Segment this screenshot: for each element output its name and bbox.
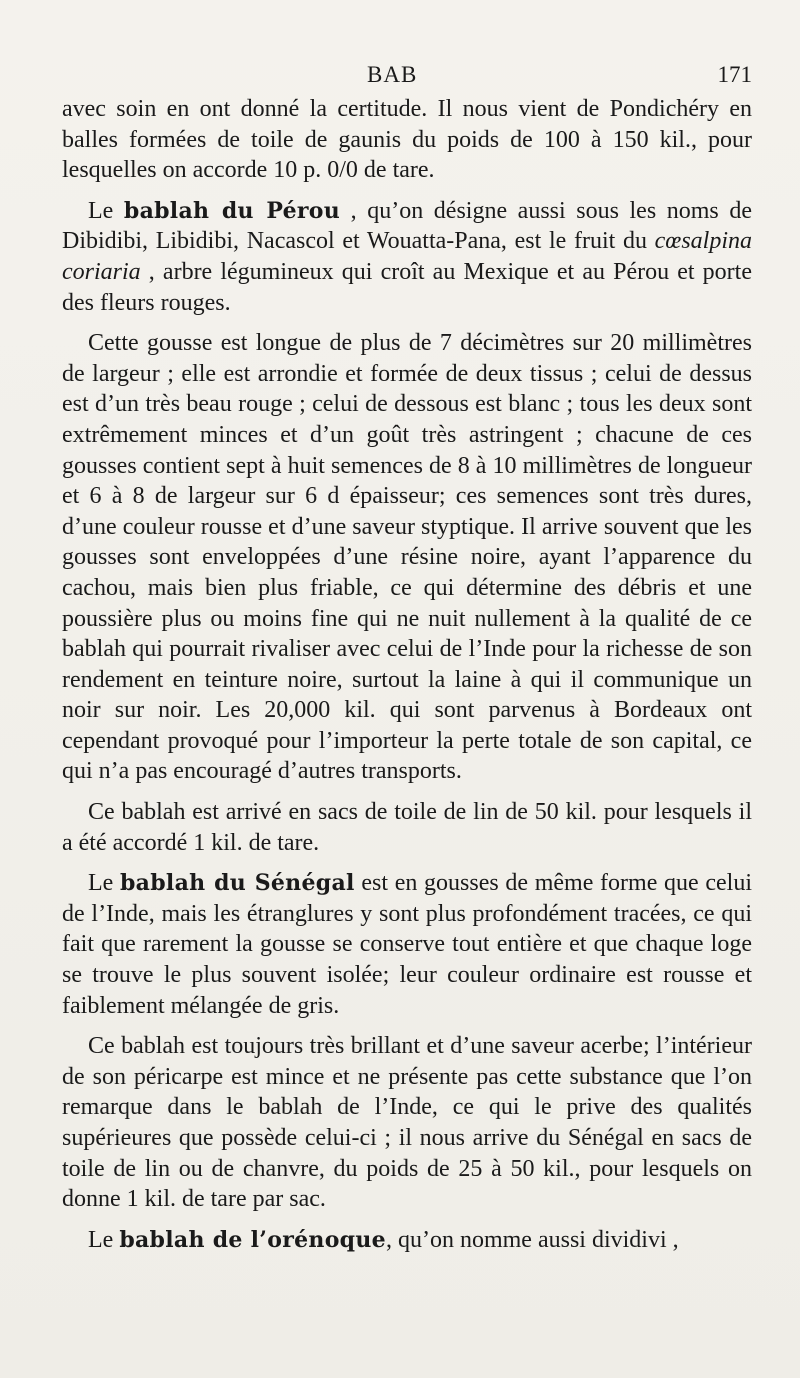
paragraph-2 xyxy=(62,328,752,787)
running-header xyxy=(62,62,752,92)
paragraph-1-lead: Le xyxy=(88,197,124,224)
paragraph-3 xyxy=(62,797,752,858)
paragraph-1-mid: , qu’on désigne aussi sous les noms de Dibidibi, Libidibi, Nacascol et Wouatta-Pana, est le fruit du xyxy=(62,197,752,255)
paragraph-0-text: avec soin en ont donné la certitude. Il nous vient de Pondichéry en balles formées de toile de gaunis du poids de 100 à 150 kil., pour lesquelles on accorde 10 p. 0/0 de tare. xyxy=(62,96,752,184)
term-bablah-orenoque: bablah de l’orénoque xyxy=(119,1226,386,1253)
body-text xyxy=(62,94,752,1265)
paragraph-5-text: Ce bablah est toujours très brillant et d’une saveur acerbe; l’intérieur de son péricarpe est mince et ne présente pas cette substance que l’on remarque dans le bablah de l’Inde, ce qui le prive des qualités supérieures que possède celui-ci ; il nous arrive du Sénégal en sacs de toile de lin ou de chanvre, du poids de 25 à 50 kil., pour lesquels on donne 1 kil. de tare par sac. xyxy=(62,1033,752,1213)
term-bablah-senegal: bablah du Sénégal xyxy=(120,870,355,897)
paragraph-0 xyxy=(62,94,752,186)
paragraph-6-rest: , qu’on nomme aussi dividivi , xyxy=(385,1226,679,1253)
show-through-text xyxy=(380,30,388,64)
paragraph-6-lead: Le xyxy=(88,1226,120,1253)
running-title: BAB xyxy=(367,62,418,87)
paragraph-5 xyxy=(62,1031,752,1215)
paragraph-2-text: Cette gousse est longue de plus de 7 décimètres sur 20 millimètres de largeur ; elle est arrondie et formée de deux tissus ; celui de dessus est d’un très beau rouge ; celui de dessous est blanc ; tous les deux sont extrêmement minces et d’un goût très astringent ; chacune de ces gousses contient sept à huit semences de 8 à 10 millimètres de longueur et 6 à 8 de largeur sur 6 d épaisseur; ces semences sont très dures, d’une couleur rousse et d’une saveur styptique. Il arrive souvent que les gousses sont enveloppées d’une résine noire, ayant l’apparence du cachou, mais bien plus friable, ce qui détermine des débris et une poussière plus ou moins fine qui ne nuit nullement à la qualité de ce bablah qui pourrait rivaliser avec celui de l’Inde pour la richesse de son rendement en teinture noire, surtout la laine à qui il communique un noir sur noir. Les 20,000 kil. qui sont parvenus à Bordeaux ont cependant provoqué pour l’importeur la perte totale de son capital, ce qui n’a pas encouragé d’autres transports. xyxy=(62,330,752,785)
paragraph-bablah-perou xyxy=(62,196,752,318)
paragraph-1-rest: , arbre légumineux qui croît au Mexique et au Pérou et porte des fleurs rouges. xyxy=(62,258,752,316)
paragraph-bablah-senegal xyxy=(62,868,752,1021)
species-name: cœsalpina coriaria xyxy=(62,228,752,285)
term-bablah-perou: bablah du Pérou xyxy=(123,197,341,224)
paragraph-3-text: Ce bablah est arrivé en sacs de toile de lin de 50 kil. pour lesquels il a été accordé 1 kil. de tare. xyxy=(62,799,752,856)
page-number: 171 xyxy=(717,62,752,87)
paragraph-bablah-orenoque xyxy=(62,1225,752,1256)
paragraph-4-rest: est en gousses de même forme que celui de l’Inde, mais les étranglures y sont plus profondément tracées, ce qui fait que rarement la gousse se conserve tout entière et que chaque loge se trouve le plus souvent isolée; leur couleur ordinaire est rousse et faiblement mélangée de gris. xyxy=(62,870,753,1019)
paragraph-4-lead: Le xyxy=(88,870,120,897)
